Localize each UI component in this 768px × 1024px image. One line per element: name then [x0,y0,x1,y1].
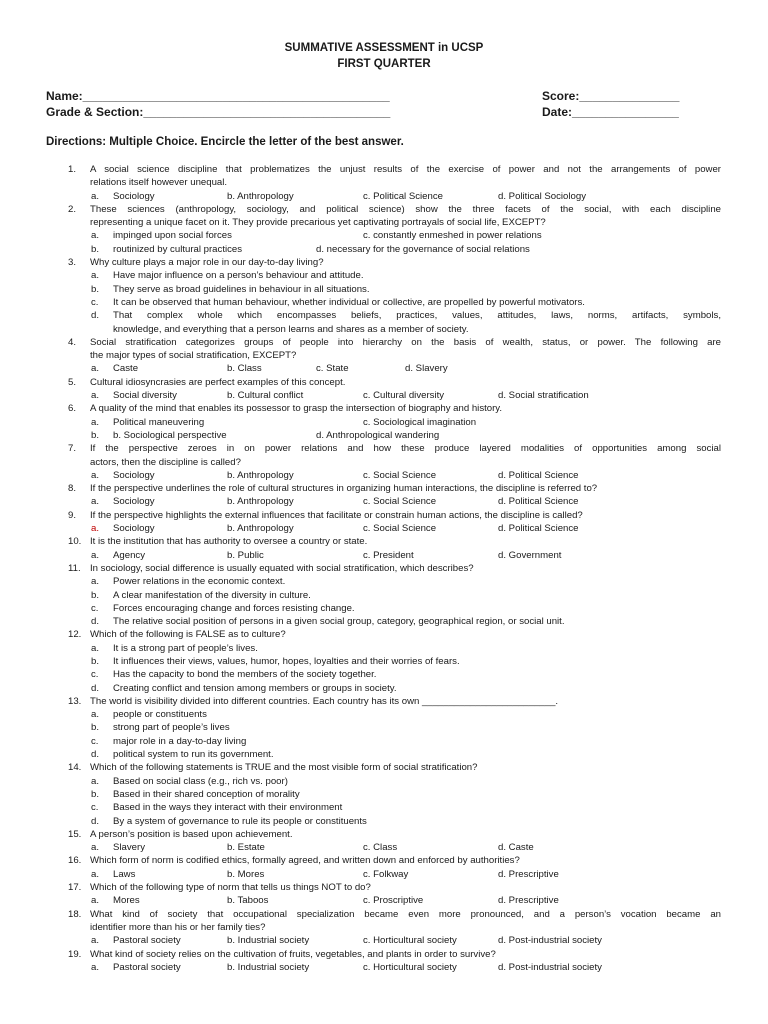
choice-option[interactable]: b. Anthropology [227,496,294,508]
question-item [0,562,768,628]
choice-item[interactable] [0,589,768,602]
choice-item[interactable] [0,668,768,681]
question-text: Which of the following type of norm that tells us things NOT to do? [90,882,371,894]
question-line [0,176,768,189]
question-line [0,256,768,269]
choice-text[interactable]: impinged upon social forces [113,230,232,242]
directions-text: Directions: Multiple Choice. Encircle the letter of the best answer. [46,136,404,148]
question-line [0,509,768,522]
page-title: SUMMATIVE ASSESSMENT in UCSP [284,42,484,54]
question-text: These sciences (anthropology, sociology, and political science) show the three facets of the social, with each discipline [90,203,721,215]
choice-option[interactable]: d. necessary for the governance of social relations [316,243,530,255]
choice-option[interactable]: b. Estate [227,842,265,854]
choice-row [0,495,768,508]
choice-text[interactable]: Have major influence on a person’s behaviour and attitude. [113,270,364,282]
choice-text[interactable]: Based in their shared conception of morality [113,788,300,800]
question-text: A quality of the mind that enables its possessor to grasp the intersection of biography and history. [90,403,503,415]
choice-option[interactable]: b. Public [227,549,264,561]
choice-letter[interactable]: a. [91,842,100,854]
choice-option[interactable]: d. Political Science [498,469,579,481]
choice-option[interactable]: b. Anthropology [227,523,294,535]
choice-row [0,416,768,429]
question-text: It is the institution that has authority to oversee a country or state. [90,536,368,548]
choice-text[interactable]: Based in the ways they interact with their environment [113,802,343,814]
choice-text[interactable]: By a system of governance to rule its people or constituents [113,815,367,827]
choice-option[interactable]: c. Social Science [363,469,437,481]
choice-text[interactable]: Mores [113,895,140,907]
date-field: Date:________________ [542,105,679,119]
choice-text[interactable]: people or constituents [113,709,207,721]
choice-row [0,429,768,442]
choice-text[interactable]: Pastoral society [113,935,181,947]
question-text: Cultural idiosyncrasies are perfect examples of this concept. [90,376,346,388]
question-item [0,203,768,256]
choice-text[interactable]: Social diversity [113,390,177,402]
choice-letter[interactable]: a. [91,469,100,481]
question-line [0,456,768,469]
choice-option[interactable]: b. Anthropology [227,190,294,202]
choice-item[interactable] [0,655,768,668]
question-number: 18. [68,908,82,920]
question-number: 12. [68,629,82,641]
question-item [0,695,768,761]
choice-option[interactable]: d. Political Science [498,496,579,508]
question-line [0,336,768,349]
choice-option[interactable]: c. President [363,549,414,561]
choice-row [0,362,768,375]
choice-text[interactable]: Slavery [113,842,145,854]
choice-letter[interactable]: c. [91,735,99,747]
choice-text[interactable]: Political maneuvering [113,416,205,428]
choice-option[interactable]: b. Taboos [227,895,269,907]
choice-option[interactable]: c. Cultural diversity [363,390,445,402]
choice-option[interactable]: c. Horticultural society [363,935,457,947]
choice-text[interactable]: Sociology [113,190,155,202]
choice-row [0,389,768,402]
choice-option[interactable]: d. Prescriptive [498,895,559,907]
choice-letter[interactable]: a. [91,935,100,947]
question-number: 19. [68,948,82,960]
choice-text[interactable]: It can be observed that human behaviour, whether individual or collective, are propelled by powerful motivators. [113,296,585,308]
choice-letter[interactable]: c. [91,802,99,814]
question-text: Which of the following is FALSE as to culture? [90,629,286,641]
choice-item[interactable] [0,735,768,748]
question-line [0,482,768,495]
question-item [0,908,768,948]
choice-text[interactable]: Has the capacity to bond the members of the society together. [113,669,377,681]
choice-letter[interactable]: a. [91,642,100,654]
question-line [0,628,768,641]
choice-option[interactable]: d. Government [498,549,562,561]
choice-option[interactable]: d. Post-industrial society [498,935,602,947]
question-number: 9. [68,509,77,521]
choice-option[interactable]: b. Cultural conflict [227,390,304,402]
question-text: the major types of social stratification, EXCEPT? [90,350,297,362]
choice-letter[interactable]: a. [91,230,100,242]
question-number: 5. [68,376,77,388]
choice-letter[interactable]: d. [91,815,100,827]
choice-text[interactable]: strong part of people’s lives [113,722,230,734]
choice-letter[interactable]: b. [91,722,100,734]
choice-row [0,522,768,535]
question-line [0,828,768,841]
choice-letter[interactable]: d. [91,749,100,761]
choice-item[interactable] [0,642,768,655]
choice-text[interactable]: Creating conflict and tension among members or groups in society. [113,682,397,694]
choice-item[interactable] [0,309,768,322]
question-line [0,854,768,867]
question-line [0,921,768,934]
question-text: Which form of norm is codified ethics, formally agreed, and written down and enforced by authorities? [90,855,520,867]
question-text: If the perspective underlines the role of cultural structures in organizing human interactions, the discipline is referred to? [90,483,598,495]
score-field: Score:_______________ [542,89,680,103]
choice-option[interactable]: c. Social Science [363,523,437,535]
choice-row [0,469,768,482]
question-item [0,256,768,336]
choice-letter[interactable]: c. [91,669,99,681]
choice-option[interactable]: b. Class [227,363,262,375]
question-line [0,908,768,921]
choice-option[interactable]: b. Anthropology [227,469,294,481]
choice-text[interactable]: Sociology [113,523,155,535]
choice-letter[interactable]: a. [91,390,100,402]
choice-letter[interactable]: d. [91,616,100,628]
choice-letter[interactable]: a. [91,190,100,202]
question-text: If the perspective highlights the external influences that facilitate or constrain human actions, the discipline is called? [90,509,583,521]
choice-option[interactable]: d. Political Science [498,523,579,535]
question-line [0,402,768,415]
choice-letter[interactable]: a. [91,775,100,787]
choice-item[interactable] [0,615,768,628]
question-text: What kind of society relies on the cultivation of fruits, vegetables, and plants in order to survive? [90,948,496,960]
question-line [0,442,768,455]
choice-option[interactable]: d. Slavery [405,363,448,375]
question-line [0,948,768,961]
choice-letter[interactable]: d. [91,682,100,694]
question-item [0,628,768,694]
question-item [0,761,768,827]
choice-option[interactable]: d. Anthropological wandering [316,429,440,441]
question-number: 16. [68,855,82,867]
question-item [0,509,768,536]
choice-letter[interactable]: a. [91,895,100,907]
choice-item[interactable] [0,775,768,788]
question-text: Social stratification categorizes groups of people into hierarchy on the basis of wealth, status, or power. The following are [90,336,721,348]
question-number: 14. [68,762,82,774]
choice-letter[interactable]: a. [91,363,100,375]
question-text: identifier more than his or her family ties? [90,921,266,933]
choice-letter[interactable]: b. [91,589,100,601]
choice-letter[interactable]: a. [91,868,100,880]
choice-text[interactable]: Pastoral society [113,961,181,973]
choice-text[interactable]: Power relations in the economic context. [113,576,286,588]
choice-option[interactable]: b. Mores [227,868,265,880]
choice-text[interactable]: It is a strong part of people’s lives. [113,642,258,654]
choice-option[interactable]: d. Prescriptive [498,868,559,880]
choice-letter[interactable]: a. [91,416,100,428]
question-number: 7. [68,443,77,455]
choice-text[interactable]: That complex whole which encompasses beliefs, practices, values, attitudes, laws, norms, artifacts, symbols, [113,310,721,322]
choice-option[interactable]: d. Social stratification [498,390,589,402]
choice-text[interactable]: A clear manifestation of the diversity in culture. [113,589,311,601]
choice-text[interactable]: major role in a day-to-day living [113,735,247,747]
choice-item[interactable] [0,269,768,282]
choice-item[interactable] [0,748,768,761]
choice-row [0,190,768,203]
choice-option[interactable]: d. Caste [498,842,534,854]
choice-option[interactable]: c. Social Science [363,496,437,508]
choice-text[interactable]: Caste [113,363,139,375]
question-list [0,163,768,974]
choice-option[interactable]: c. Folkway [363,868,409,880]
choice-option[interactable]: d. Post-industrial society [498,961,602,973]
question-number: 15. [68,828,82,840]
question-line [0,695,768,708]
choice-row [0,934,768,947]
choice-row [0,961,768,974]
name-field: Name:______________________________________________ [46,89,390,103]
question-item [0,535,768,562]
choice-letter[interactable]: b. [91,655,100,667]
question-text: actors, then the discipline is called? [90,456,241,468]
question-item [0,854,768,881]
question-number: 8. [68,483,77,495]
choice-letter[interactable]: c. [91,296,99,308]
question-line [0,349,768,362]
question-number: 11. [68,562,81,574]
question-number: 10. [68,536,82,548]
choice-letter[interactable]: b. [91,283,100,295]
question-item [0,336,768,376]
question-line [0,562,768,575]
question-item [0,828,768,855]
choice-text[interactable]: Sociology [113,469,155,481]
question-text: representing a unique facet on it. They provide precarious yet captivating portrayals of social life, EXCEPT? [90,217,546,229]
question-text: Why culture plays a major role in our day-to-day living? [90,257,324,269]
question-text: In sociology, social difference is usually equated with social stratification, which describes? [90,562,474,574]
choice-item[interactable] [0,575,768,588]
choice-row [0,229,768,242]
choice-letter[interactable]: a. [91,523,100,535]
question-text: A social science discipline that problematizes the unjust results of the exercise of power and not the arrangements of power [90,164,721,175]
question-item [0,402,768,442]
question-text: If the perspective zeroes in on power relations and how these produce layered modalities of opportunities among social [90,443,721,455]
choice-letter[interactable]: a. [91,709,100,721]
choice-text[interactable]: Sociology [113,496,155,508]
choice-option[interactable]: b. Industrial society [227,935,310,947]
choice-item[interactable] [0,801,768,814]
question-item [0,442,768,482]
choice-text[interactable]: routinized by cultural practices [113,243,243,255]
choice-letter[interactable]: d. [91,310,100,322]
choice-item[interactable] [0,815,768,828]
choice-letter[interactable]: a. [91,549,100,561]
choice-item[interactable] [0,788,768,801]
choice-item[interactable] [0,323,768,336]
question-number: 2. [68,203,77,215]
question-number: 17. [68,882,82,894]
question-number: 4. [68,336,77,348]
question-line [0,761,768,774]
choice-option[interactable]: d. Political Sociology [498,190,586,202]
choice-letter[interactable]: c. [91,602,99,614]
choice-item[interactable] [0,296,768,309]
choice-text[interactable]: b. Sociological perspective [113,429,227,441]
question-text: The world is visibility divided into different countries. Each country has its own _________________________. [90,695,559,707]
choice-option[interactable]: c. Political Science [363,190,443,202]
choice-letter[interactable]: a. [91,576,100,588]
choice-item[interactable] [0,602,768,615]
question-number: 13. [68,695,82,707]
choice-option[interactable]: b. Industrial society [227,961,310,973]
question-text: What kind of society that occupational specialization became even more pronounced, and a person’s vocation became an [90,908,721,920]
question-number: 3. [68,257,77,269]
choice-letter[interactable]: a. [91,496,100,508]
grade-section-field: Grade & Section:_____________________________________ [46,105,391,119]
question-item [0,948,768,975]
question-item [0,881,768,908]
choice-text[interactable]: Laws [113,868,136,880]
question-number: 1. [68,164,77,175]
choice-item[interactable] [0,283,768,296]
question-text: relations itself however unequal. [90,177,228,189]
choice-row [0,868,768,881]
choice-text[interactable]: Based on social class (e.g., rich vs. poor) [113,775,288,787]
choice-letter[interactable]: b. [91,788,100,800]
choice-text[interactable]: knowledge, and everything that a person learns and shares as a member of society. [113,323,469,335]
choice-row [0,894,768,907]
question-line [0,216,768,229]
question-line [0,535,768,548]
choice-option[interactable]: c. Proscriptive [363,895,424,907]
question-item [0,376,768,403]
choice-row [0,549,768,562]
question-item [0,163,768,203]
choice-letter[interactable]: a. [91,270,100,282]
question-line [0,376,768,389]
question-number: 6. [68,403,77,415]
choice-letter[interactable]: b. [91,243,100,255]
choice-text[interactable]: Forces encouraging change and forces resisting change. [113,602,355,614]
choice-item[interactable] [0,682,768,695]
choice-row [0,243,768,256]
choice-row [0,841,768,854]
question-line [0,163,768,176]
choice-item[interactable] [0,721,768,734]
choice-text[interactable]: Agency [113,549,145,561]
choice-letter[interactable]: a. [91,961,100,973]
choice-letter[interactable]: b. [91,429,100,441]
choice-option[interactable]: c. constantly enmeshed in power relations [363,230,542,242]
question-line [0,203,768,216]
page-subtitle: FIRST QUARTER [337,58,431,70]
choice-text[interactable]: political system to run its government. [113,749,274,761]
question-text: Which of the following statements is TRUE and the most visible form of social stratification? [90,762,478,774]
choice-item[interactable] [0,708,768,721]
choice-text[interactable]: The relative social position of persons in a given social group, category, geographical region, or social unit. [113,616,565,628]
choice-text[interactable]: They serve as broad guidelines in behaviour in all situations. [113,283,370,295]
choice-text[interactable]: It influences their views, values, humor, hopes, loyalties and their worries of fears. [113,655,460,667]
question-text: A person’s position is based upon achievement. [90,828,293,840]
choice-option[interactable]: c. Horticultural society [363,961,457,973]
choice-option[interactable]: c. State [316,363,349,375]
choice-option[interactable]: c. Class [363,842,398,854]
choice-option[interactable]: c. Sociological imagination [363,416,477,428]
question-item [0,482,768,509]
question-line [0,881,768,894]
